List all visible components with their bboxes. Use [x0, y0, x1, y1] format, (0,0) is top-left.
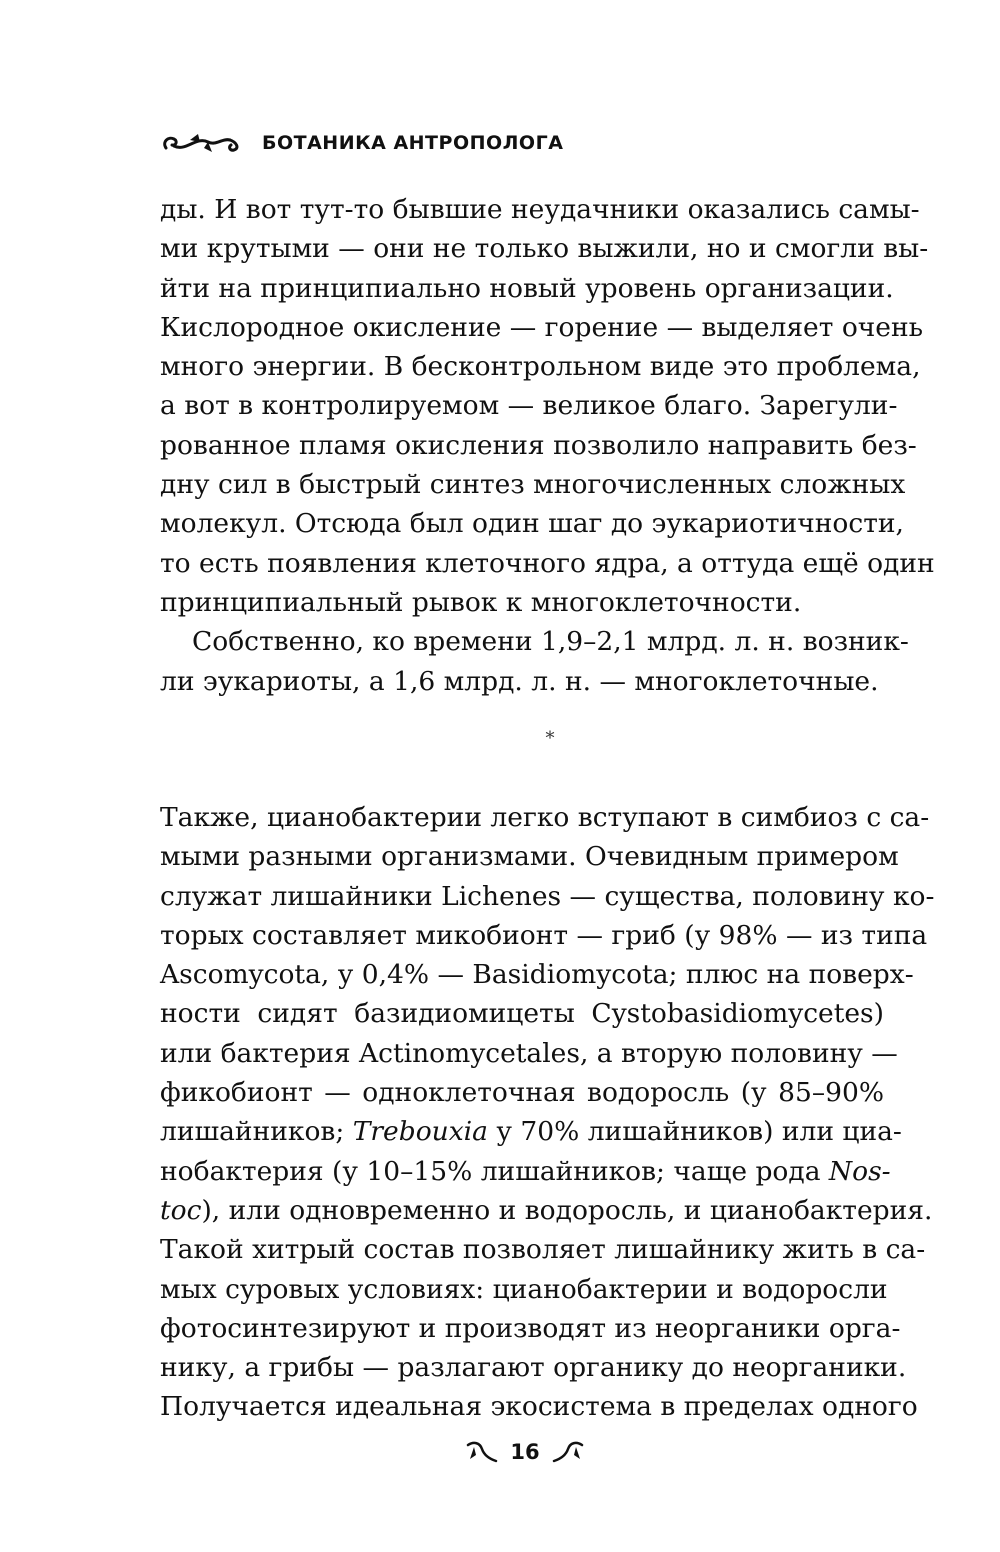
text-line: Получается идеальная экосистема в пределах одного [160, 1391, 918, 1423]
sprout-ornament-icon [550, 1439, 586, 1465]
sprout-ornament-icon [464, 1439, 500, 1465]
text-line: фотосинтезируют и производят из неорганики орга- [160, 1312, 901, 1344]
text-line: а вот в контролируемом — великое благо. Зарегули- [160, 390, 898, 422]
text-line: торых составляет микобионт — гриб (у 98% — из типа [160, 919, 928, 951]
text-line: мыми разными организмами. Очевидным примером [160, 841, 899, 873]
page-footer [455, 1432, 595, 1472]
text-section-1 [160, 190, 935, 701]
taxon-name: toc [160, 1194, 202, 1226]
text-fragment: у 70% лишайников) или циа- [487, 1116, 902, 1148]
page-number: 16 [510, 1440, 540, 1464]
text-line: ли эукариоты, а 1,6 млрд. л. н. — многоклеточные. [160, 665, 879, 697]
text-line: много энергии. В бесконтрольном виде это проблема, [160, 351, 921, 383]
vine-ornament-icon [160, 128, 244, 158]
paragraph [160, 622, 909, 701]
text-line [160, 1112, 902, 1151]
text-line: или бактерия Actinomycetales, а вторую половину — [160, 1037, 898, 1069]
text-line: ности сидят базидиомицеты Cystobasidiomycetes) [160, 998, 884, 1030]
text-line: ми крутыми — они не только выжили, но и смогли вы- [160, 233, 929, 265]
text-line: рованное пламя окисления позволило направить без- [160, 429, 917, 461]
text-line: то есть появления клеточного ядра, а оттуда ещё один [160, 547, 935, 579]
text-line: молекул. Отсюда был один шаг до эукариотичности, [160, 508, 904, 540]
text-line [160, 1191, 933, 1230]
text-line: Ascomycota, у 0,4% — Basidiomycota; плюс на поверх- [160, 959, 914, 991]
paragraph [160, 190, 935, 622]
text-line: Собственно, ко времени 1,9–2,1 млрд. л. н. возник- [192, 626, 909, 658]
text-line: мых суровых условиях: цианобактерии и водоросли [160, 1273, 888, 1305]
text-line: Также, цианобактерии легко вступают в симбиоз с са- [160, 802, 930, 833]
text-line: нику, а грибы — разлагают органику до неорганики. [160, 1352, 907, 1384]
text-line [160, 1152, 891, 1191]
text-line: служат лишайники Lichenes — существа, половину ко- [160, 880, 935, 912]
text-fragment: ), или одновременно и водоросль, и цианобактерия. [201, 1194, 933, 1226]
text-line: ды. И вот тут-то бывшие неудачники оказались самы- [160, 194, 920, 225]
taxon-name: Nos- [828, 1155, 891, 1187]
text-fragment: нобактерия (у 10–15% лишайников; чаще рода [160, 1155, 829, 1187]
text-line: фикобионт — одноклеточная водоросль (у 85–90% [160, 1077, 884, 1109]
text-line: дну сил в быстрый синтез многочисленных сложных [160, 469, 906, 501]
running-header [160, 128, 563, 158]
text-section-2 [160, 798, 935, 1427]
taxon-name: Trebouxia [352, 1116, 488, 1148]
text-line: йти на принципиально новый уровень организации. [160, 272, 894, 304]
text-line: Такой хитрый состав позволяет лишайнику жить в са- [160, 1234, 926, 1266]
section-separator: * [545, 728, 555, 749]
text-fragment: лишайников; [160, 1116, 353, 1148]
text-line: Кислородное окисление — горение — выделяет очень [160, 311, 924, 343]
text-line: принципиальный рывок к многоклеточности. [160, 586, 802, 618]
book-title: БОТАНИКА АНТРОПОЛОГА [262, 132, 564, 154]
paragraph [160, 798, 935, 1427]
